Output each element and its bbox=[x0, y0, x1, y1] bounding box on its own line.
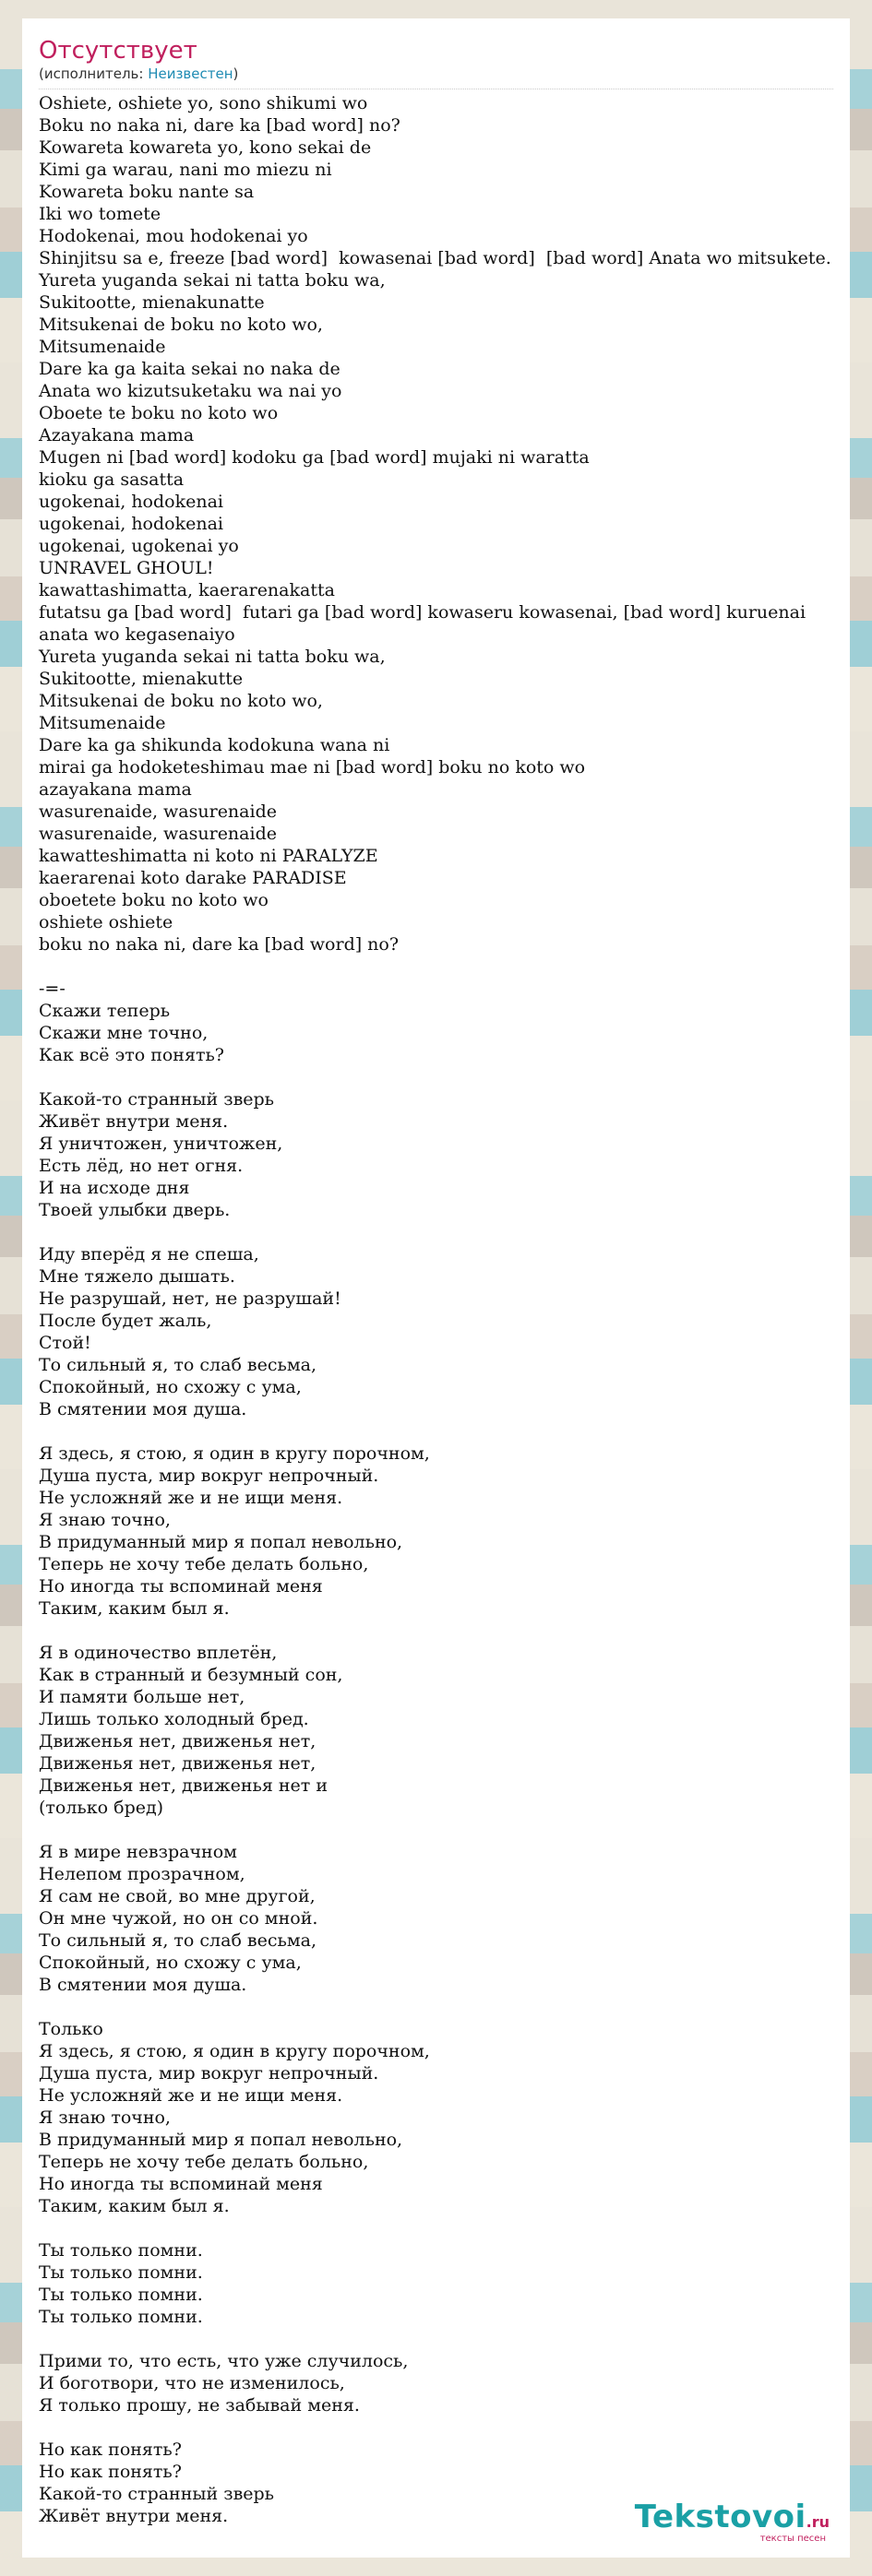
lyrics-line: То сильный я, то слаб весьма, bbox=[39, 1355, 317, 1375]
lyrics-blank-line bbox=[39, 1420, 850, 1442]
lyrics-blank-line bbox=[39, 1819, 850, 1841]
artist-link[interactable]: Неизвестен bbox=[148, 65, 233, 82]
lyrics-line: Теперь не хочу тебе делать больно, bbox=[39, 2152, 369, 2172]
lyrics-line: Kowareta kowareta yo, kono sekai de bbox=[39, 137, 372, 158]
lyrics-line: Yureta yuganda sekai ni tatta boku wa, bbox=[39, 647, 386, 667]
logo-tagline: тексты песен bbox=[759, 2534, 826, 2544]
lyrics-line: То сильный я, то слаб весьма, bbox=[39, 1930, 317, 1951]
lyrics-line: -=- bbox=[39, 979, 66, 999]
lyrics-line: Но как понять? bbox=[39, 2462, 182, 2482]
lyrics-line: И на исходе дня bbox=[39, 1178, 190, 1198]
lyrics-line: Твоей улыбки дверь. bbox=[39, 1200, 231, 1220]
lyrics-line: Не разрушай, нет, не разрушай! bbox=[39, 1288, 341, 1309]
lyrics-line: Shinjitsu sa e, freeze [bad word] kowasenai [bad word] [bad word] Anata wo mitsukete. bbox=[39, 248, 831, 268]
song-header bbox=[39, 37, 833, 89]
lyrics-line: Но как понять? bbox=[39, 2439, 182, 2460]
lyrics-line: Я здесь, я стою, я один в кругу порочном, bbox=[39, 2041, 430, 2061]
lyrics-line: После будет жаль, bbox=[39, 1311, 212, 1331]
lyrics-line: Мне тяжело дышать. bbox=[39, 1266, 235, 1287]
lyrics-line: Ты только помни. bbox=[39, 2307, 203, 2327]
lyrics-line: Dare ka ga shikunda kodokuna wana ni bbox=[39, 735, 390, 755]
lyrics-line: Azayakana mama bbox=[39, 425, 195, 445]
lyrics-line: kawatteshimatta ni koto ni PARALYZE bbox=[39, 846, 378, 866]
lyrics-line: Движенья нет, движенья нет, bbox=[39, 1731, 317, 1751]
lyrics-line: Sukitootte, mienakutte bbox=[39, 669, 244, 689]
lyrics-line: kawattashimatta, kaerarenakatta bbox=[39, 580, 335, 600]
lyrics-line: Душа пуста, мир вокруг непрочный. bbox=[39, 1466, 379, 1486]
lyrics-line: Mugen ni [bad word] kodoku ga [bad word] mujaki ni waratta bbox=[39, 447, 590, 468]
lyrics-line: anata wo kegasenaiyo bbox=[39, 624, 235, 645]
lyrics-line: Anata wo kizutsuketaku wa nai yo bbox=[39, 381, 342, 401]
lyrics-line: Не усложняй же и не ищи меня. bbox=[39, 2085, 343, 2106]
lyrics-line: boku no naka ni, dare ka [bad word] no? bbox=[39, 934, 400, 955]
lyrics-line: oboetete boku no koto wo bbox=[39, 890, 269, 910]
lyrics-line: wasurenaide, wasurenaide bbox=[39, 801, 277, 822]
lyrics-line: Какой-то странный зверь bbox=[39, 2484, 275, 2504]
lyrics-blank-line bbox=[39, 1996, 850, 2018]
lyrics-line: И боготвори, что не изменилось, bbox=[39, 2373, 345, 2393]
lyrics-line: В смятении моя душа. bbox=[39, 1399, 247, 1419]
logo-name: Tekstovoi bbox=[634, 2499, 806, 2535]
lyrics-line: Как всё это понять? bbox=[39, 1045, 224, 1065]
lyrics-line: В придуманный мир я попал невольно, bbox=[39, 1532, 403, 1552]
lyrics-line: Iki wo tomete bbox=[39, 204, 161, 224]
artist-suffix: ) bbox=[233, 65, 239, 82]
lyrics-line: Boku no naka ni, dare ka [bad word] no? bbox=[39, 115, 400, 136]
lyrics-line: Но иногда ты вспоминай меня bbox=[39, 1576, 323, 1597]
lyrics-line: Я сам не свой, во мне другой, bbox=[39, 1886, 316, 1906]
lyrics-line: Oboete te boku no koto wo bbox=[39, 403, 279, 423]
lyrics-line: Mitsukenai de boku no koto wo, bbox=[39, 315, 323, 335]
lyrics-line: Oshiete, oshiete yo, sono shikumi wo bbox=[39, 93, 368, 113]
lyrics-line: Спокойный, но схожу с ума, bbox=[39, 1953, 302, 1973]
lyrics-line: Mitsumenaide bbox=[39, 337, 166, 357]
lyrics-line: Я в мире невзрачном bbox=[39, 1842, 237, 1862]
lyrics-line: Я знаю точно, bbox=[39, 2107, 171, 2128]
lyrics-line: Движенья нет, движенья нет, bbox=[39, 1753, 317, 1774]
lyrics-blank-line bbox=[39, 2416, 850, 2439]
site-logo[interactable] bbox=[635, 2500, 830, 2545]
lyrics-line: ugokenai, ugokenai yo bbox=[39, 536, 239, 556]
lyrics-line: Я в одиночество вплетён, bbox=[39, 1643, 278, 1663]
lyrics-blank-line bbox=[39, 1066, 850, 1088]
lyrics-line: Таким, каким был я. bbox=[39, 2196, 230, 2216]
logo-tld: .ru bbox=[806, 2513, 830, 2531]
lyrics-line: Я уничтожен, уничтожен, bbox=[39, 1134, 283, 1154]
lyrics-line: Он мне чужой, но он со мной. bbox=[39, 1908, 318, 1929]
lyrics-line: (только бред) bbox=[39, 1798, 164, 1818]
lyrics-line: azayakana mama bbox=[39, 779, 192, 800]
lyrics-line: Kowareta boku nante sa bbox=[39, 182, 255, 202]
lyrics-line: Не усложняй же и не ищи меня. bbox=[39, 1488, 343, 1508]
lyrics-line: Иду вперёд я не спеша, bbox=[39, 1244, 259, 1264]
lyrics-line: В смятении моя душа. bbox=[39, 1975, 247, 1995]
lyrics-line: Спокойный, но схожу с ума, bbox=[39, 1377, 302, 1397]
lyrics-line: И памяти больше нет, bbox=[39, 1687, 245, 1707]
lyrics-line: Нелепом прозрачном, bbox=[39, 1864, 245, 1884]
lyrics-line: ugokenai, hodokenai bbox=[39, 514, 223, 534]
lyrics-line: wasurenaide, wasurenaide bbox=[39, 824, 277, 844]
lyrics-line: В придуманный мир я попал невольно, bbox=[39, 2130, 403, 2150]
lyrics-line: Ты только помни. bbox=[39, 2240, 203, 2261]
lyrics-line: futatsu ga [bad word] futari ga [bad word] kowaseru kowasenai, [bad word] kuruenai bbox=[39, 602, 806, 623]
artist-line bbox=[39, 65, 833, 83]
lyrics-line: UNRAVEL GHOUL! bbox=[39, 558, 214, 578]
artist-prefix: (исполнитель: bbox=[39, 65, 149, 82]
lyrics-line: Какой-то странный зверь bbox=[39, 1089, 275, 1110]
lyrics-line: Движенья нет, движенья нет и bbox=[39, 1775, 328, 1796]
lyrics-line: Живёт внутри меня. bbox=[39, 1111, 229, 1132]
lyrics-line: Sukitootte, mienakunatte bbox=[39, 292, 265, 313]
lyrics-line: Mitsukenai de boku no koto wo, bbox=[39, 691, 323, 711]
lyrics-line: Ты только помни. bbox=[39, 2285, 203, 2305]
lyrics-line: Есть лёд, но нет огня. bbox=[39, 1156, 244, 1176]
lyrics-line: oshiete oshiete bbox=[39, 912, 173, 932]
lyrics-line: Я только прошу, не забывай меня. bbox=[39, 2395, 360, 2416]
lyrics-line: Hodokenai, mou hodokenai yo bbox=[39, 226, 308, 246]
lyrics-line: Лишь только холодный бред. bbox=[39, 1709, 309, 1729]
song-title: Отсутствует bbox=[39, 37, 197, 65]
lyrics-blank-line bbox=[39, 2328, 850, 2350]
lyrics-blank-line bbox=[39, 1620, 850, 1642]
lyrics-line: Ты только помни. bbox=[39, 2262, 203, 2283]
lyrics-line: Я здесь, я стою, я один в кругу порочном, bbox=[39, 1443, 430, 1464]
lyrics-line: kaerarenai koto darake PARADISE bbox=[39, 868, 347, 888]
lyrics-line: Я знаю точно, bbox=[39, 1510, 171, 1530]
lyrics-blank-line bbox=[39, 1221, 850, 1243]
lyrics-line: Стой! bbox=[39, 1333, 91, 1353]
lyrics-line: Скажи теперь bbox=[39, 1001, 171, 1021]
lyrics-blank-line bbox=[39, 956, 850, 978]
page-card bbox=[22, 18, 850, 2558]
lyrics-line: Mitsumenaide bbox=[39, 713, 166, 733]
lyrics-line: Как в странный и безумный сон, bbox=[39, 1665, 343, 1685]
lyrics-line: Прими то, что есть, что уже случилось, bbox=[39, 2351, 409, 2371]
lyrics-line: Живёт внутри меня. bbox=[39, 2506, 229, 2526]
lyrics-line: Теперь не хочу тебе делать больно, bbox=[39, 1554, 369, 1574]
lyrics-line: Kimi ga warau, nani mo miezu ni bbox=[39, 160, 332, 180]
lyrics-text bbox=[39, 92, 850, 2527]
lyrics-line: ugokenai, hodokenai bbox=[39, 492, 223, 512]
lyrics-line: mirai ga hodoketeshimau mae ni [bad word] boku no koto wo bbox=[39, 757, 586, 778]
lyrics-blank-line bbox=[39, 2217, 850, 2239]
lyrics-line: Душа пуста, мир вокруг непрочный. bbox=[39, 2063, 379, 2083]
lyrics-line: Dare ka ga kaita sekai no naka de bbox=[39, 359, 340, 379]
lyrics-line: Скажи мне точно, bbox=[39, 1023, 209, 1043]
lyrics-line: Но иногда ты вспоминай меня bbox=[39, 2174, 323, 2194]
lyrics-line: Таким, каким был я. bbox=[39, 1598, 230, 1619]
lyrics-line: Yureta yuganda sekai ni tatta boku wa, bbox=[39, 270, 386, 291]
lyrics-line: kioku ga sasatta bbox=[39, 469, 185, 490]
lyrics-line: Только bbox=[39, 2019, 103, 2039]
